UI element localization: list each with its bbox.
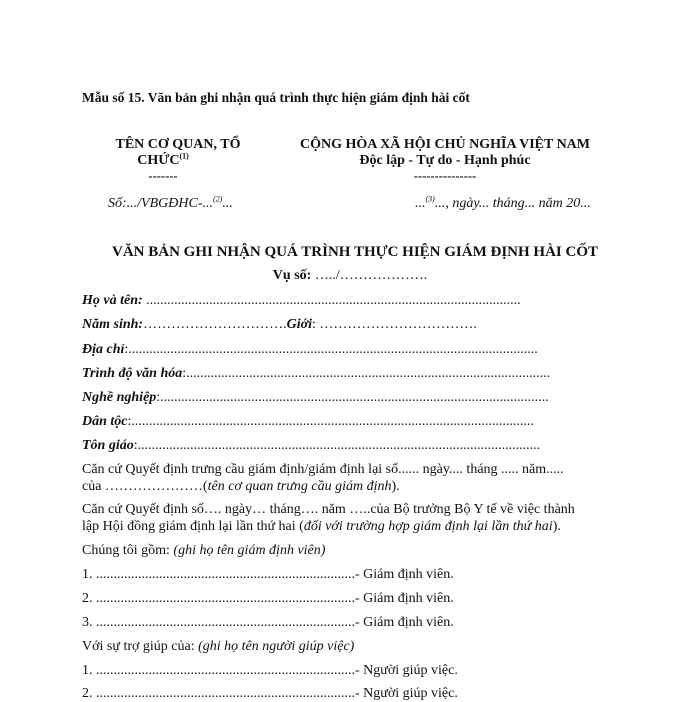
field-ethnicity: Dân tộc:................................................................................................................... xyxy=(82,414,534,429)
organization-name-line2: CHỨC$^{(1)}$ xyxy=(137,151,189,168)
examiner-line: 3. ..........................................................................- Giám định viên. xyxy=(82,615,454,630)
assistants-intro: Với sự trợ giúp của: (ghi họ tên người giúp việc) xyxy=(82,639,355,654)
examiners-intro: Chúng tôi gồm: (ghi họ tên giám định viên) xyxy=(82,543,326,558)
field-address: Địa chỉ:..................................................................................................................... xyxy=(82,342,538,357)
document-title: VĂN BẢN GHI NHẬN QUÁ TRÌNH THỰC HIỆN GIÁM ĐỊNH HÀI CỐT xyxy=(111,244,598,260)
national-title: CỘNG HÒA XÃ HỘI CHỦ NGHĨA VIỆT NAM xyxy=(299,137,590,152)
paragraph-decision-line1: Căn cứ Quyết định trưng cầu giám định/giám định lại số...... ngày.... tháng ..... năm..... xyxy=(82,462,564,477)
paragraph-decision-line2: của …………………(tên cơ quan trưng cầu giám định). xyxy=(82,479,400,494)
assistant-line: 1. ..........................................................................- Người giúp việc. xyxy=(82,663,458,678)
left-header-rule: ------- xyxy=(148,169,178,183)
field-education: Trình độ văn hóa:........................................................................................................ xyxy=(82,366,551,381)
place-date-line: ...$^{(3)}$..., ngày... tháng... năm 20... xyxy=(415,194,591,211)
examiner-line: 2. ..........................................................................- Giám định viên. xyxy=(82,591,454,606)
right-header-rule: --------------- xyxy=(413,169,477,183)
document-number: Số:.../VBGĐHC-...$^{(2)}$... xyxy=(108,194,233,211)
organization-name-line1: TÊN CƠ QUAN, TỔ xyxy=(115,137,241,152)
paragraph-council-line2: lập Hội đồng giám định lại lần thứ hai (đối với trường hợp giám định lại lần thứ hai). xyxy=(82,519,561,534)
case-number: Vụ số: …../………………. xyxy=(272,268,428,283)
field-religion: Tôn giáo:................................................................................................................... xyxy=(82,438,541,453)
assistant-line: 2. ..........................................................................- Người giúp việc. xyxy=(82,686,458,701)
examiner-line: 1. ..........................................................................- Giám định viên. xyxy=(82,567,454,582)
field-full-name: Họ và tên: ........................................................................................................... xyxy=(82,293,521,308)
form-title: Mẫu số 15. Văn bản ghi nhận quá trình thực hiện giám định hài cốt xyxy=(82,90,470,105)
field-birth-year-gender: Năm sinh:………………………….Giới: ……………………………. xyxy=(82,317,477,332)
national-motto: Độc lập - Tự do - Hạnh phúc xyxy=(359,153,531,168)
paragraph-council-line1: Căn cứ Quyết định số…. ngày… tháng…. năm …..của Bộ trưởng Bộ Y tế về việc thành xyxy=(82,502,575,517)
field-occupation: Nghề nghiệp:............................................................................................................... xyxy=(82,390,549,405)
